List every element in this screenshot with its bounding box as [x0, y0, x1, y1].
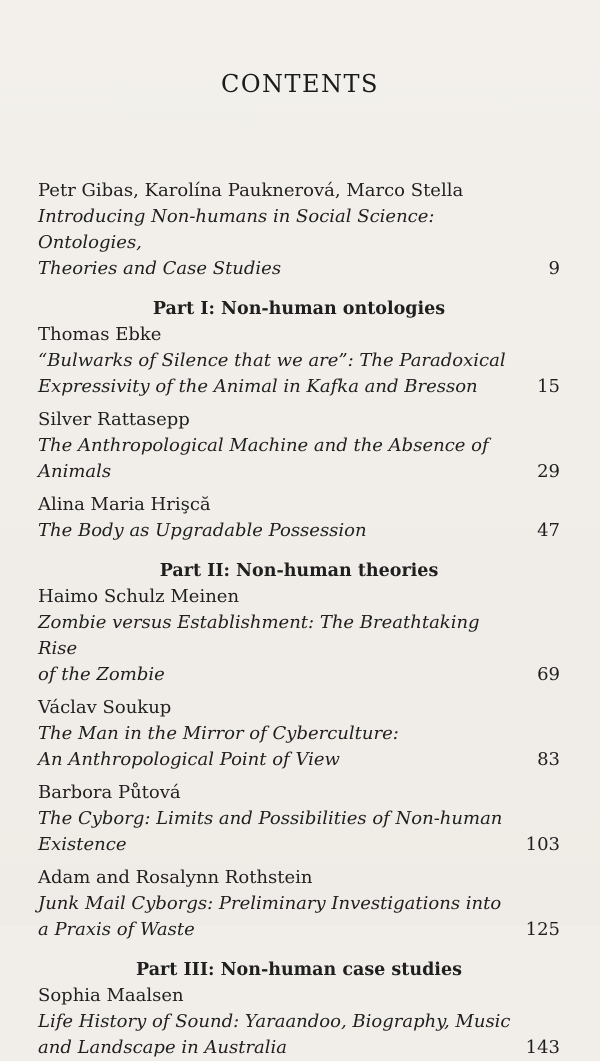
toc-entry: [38, 322, 560, 400]
toc-entry: [38, 492, 560, 544]
toc-entry: [38, 584, 560, 688]
entry-author: Thomas Ebke: [38, 324, 162, 345]
entry-page-number: 125: [525, 919, 560, 940]
entry-title-line: Life History of Sound: Yaraandoo, Biography, Music: [38, 1011, 511, 1032]
entry-title-line: The Cyborg: Limits and Possibilities of Non-human Existence: [38, 808, 503, 855]
toc-entry: [38, 865, 560, 943]
entry-page-number: 29: [537, 461, 560, 482]
entry-author: Alina Maria Hrişcă: [38, 494, 211, 515]
entry-author: Silver Rattasepp: [38, 409, 190, 430]
entry-page-number: 103: [525, 834, 560, 855]
entry-page-number: 15: [537, 376, 560, 397]
entry-page-number: 143: [525, 1037, 560, 1058]
part-heading: Part III: Non-human case studies: [136, 960, 462, 980]
entry-title-line: and Landscape in Australia: [38, 1037, 288, 1058]
entry-page-number: 9: [548, 258, 560, 279]
entry-title-line: Theories and Case Studies: [38, 258, 282, 279]
entry-author: Petr Gibas, Karolína Pauknerová, Marco Stella: [38, 180, 464, 201]
part-heading: Part I: Non-human ontologies: [152, 299, 446, 319]
toc-entry-intro: [38, 178, 560, 282]
entry-title-line: Expressivity of the Animal in Kafka and Bresson: [38, 376, 478, 397]
entry-page-number: 83: [537, 749, 560, 770]
entry-title-line: Introducing Non-humans in Social Science: Ontologies,: [38, 206, 435, 253]
entry-title-line: The Man in the Mirror of Cyberculture:: [38, 723, 399, 744]
entry-title-line: Junk Mail Cyborgs: Preliminary Investigations into: [38, 893, 502, 914]
entry-page-number: 47: [537, 520, 560, 541]
entry-author: Barbora Půtová: [38, 782, 181, 803]
entry-author: Václav Soukup: [38, 697, 172, 718]
entry-title-line: The Body as Upgradable Possession: [38, 520, 367, 541]
part-heading: Part II: Non-human theories: [159, 561, 439, 581]
entry-title-line: of the Zombie: [38, 664, 165, 685]
entry-title-line: The Anthropological Machine and the Absence of Animals: [38, 435, 489, 482]
entry-author: Sophia Maalsen: [38, 985, 184, 1006]
page-title: CONTENTS: [220, 70, 379, 98]
toc-entry: [38, 695, 560, 773]
entry-title-line: a Praxis of Waste: [38, 919, 195, 940]
entry-author: Adam and Rosalynn Rothstein: [38, 867, 313, 888]
entry-author: Haimo Schulz Meinen: [38, 586, 240, 607]
entry-title-line: “Bulwarks of Silence that we are”: The Paradoxical: [38, 350, 506, 371]
entry-page-number: 69: [537, 664, 560, 685]
entry-title-line: Zombie versus Establishment: The Breathtaking Rise: [38, 612, 480, 659]
entry-title-line: An Anthropological Point of View: [38, 749, 340, 770]
table-of-contents: [38, 178, 560, 1061]
toc-entry: [38, 780, 560, 858]
toc-entry: [38, 407, 560, 485]
toc-entry: [38, 983, 560, 1061]
